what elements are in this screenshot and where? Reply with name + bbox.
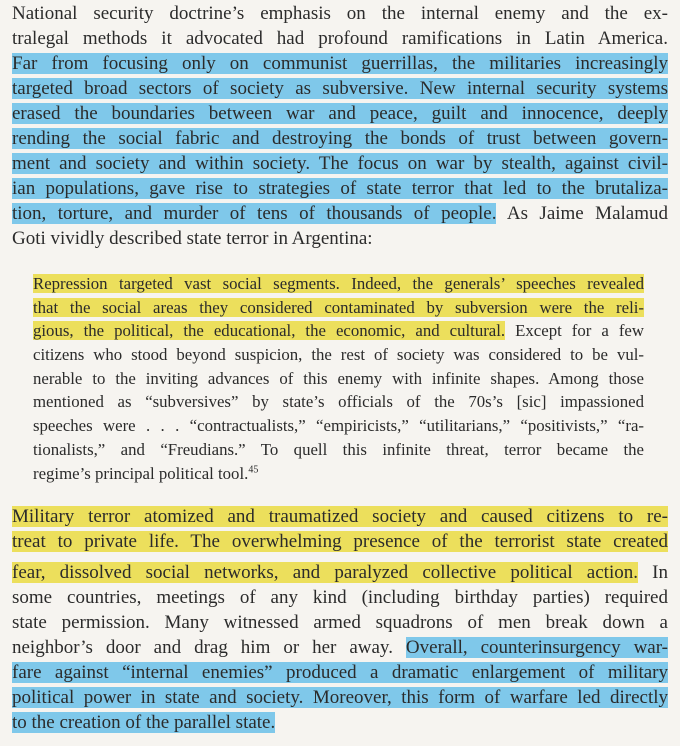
yellow-highlight: treat to private life. The overwhelming presence of the terrorist state created	[12, 531, 668, 552]
text-line	[12, 660, 668, 685]
text-line	[12, 610, 668, 635]
text-line	[33, 272, 644, 296]
text-line	[12, 635, 668, 660]
text-line	[12, 1, 668, 26]
text-line	[33, 438, 644, 462]
blue-highlight: ment and society and within society. The focus on war by stealth, against civil-	[12, 153, 668, 174]
text-line	[12, 560, 668, 585]
text-line	[12, 151, 668, 176]
blue-highlight: political power in state and society. Moreover, this form of warfare led directly	[12, 687, 668, 708]
blue-highlight: Far from focusing only on communist guerrillas, the militaries increasingly	[12, 53, 668, 74]
text-line	[12, 529, 668, 554]
yellow-highlight: fear, dissolved social networks, and paralyzed collective political action.	[12, 562, 638, 583]
text-line	[12, 26, 668, 51]
text-line	[12, 226, 668, 251]
text-line	[12, 51, 668, 76]
text-run: Except for a few	[505, 321, 644, 341]
paragraph-2	[12, 504, 668, 735]
blue-highlight: Overall, counterinsurgency war-	[405, 637, 668, 658]
text-line	[12, 201, 668, 226]
text-line	[12, 504, 668, 529]
blue-highlight: to the creation of the parallel state.	[12, 712, 276, 733]
yellow-highlight: Repression targeted vast social segments. Indeed, the generals’ speeches revealed	[33, 274, 644, 293]
text-run: neighbor’s door and drag him or her away.	[12, 637, 406, 658]
text-run: Goti vividly described state terror in Argentina:	[12, 228, 373, 249]
text-run: some countries, meetings of any kind (including birthday parties) required	[12, 587, 668, 608]
text-run: state permission. Many witnessed armed squadrons of men break down a	[12, 612, 668, 633]
text-run: regime’s principal political tool.	[33, 463, 249, 483]
blue-highlight: targeted broad sectors of society as subversive. New internal security systems	[12, 78, 668, 99]
text-line	[33, 462, 644, 486]
text-line	[12, 585, 668, 610]
blue-highlight: fare against “internal enemies” produced a dramatic enlargement of military	[12, 662, 668, 683]
footnote-marker: 45	[248, 463, 259, 475]
text-run: In	[637, 562, 668, 583]
paragraph-1	[12, 1, 668, 251]
blue-highlight: rending the social fabric and destroying the bonds of trust between govern-	[12, 128, 668, 149]
text-line	[12, 685, 668, 710]
text-run: mentioned as “subversives” by state’s officials of the 70s’s [sic] impassioned	[33, 392, 644, 412]
text-run: tionalists,” and “Freudians.” To quell this infinite threat, terror became the	[33, 439, 644, 459]
yellow-highlight: that the social areas they considered contaminated by subversion were the reli-	[33, 297, 644, 317]
blue-highlight: erased the boundaries between war and peace, guilt and innocence, deeply	[12, 103, 668, 124]
blue-highlight: tion, torture, and murder of tens of thousands of people.	[12, 203, 497, 224]
text-run: speeches were . . . “contractualists,” “empiricists,” “utilitarians,” “positivists,” “ra-	[33, 416, 644, 436]
text-run: tralegal methods it advocated had profound ramifications in Latin America.	[12, 28, 668, 49]
yellow-highlight: gious, the political, the educational, the economic, and cultural.	[33, 321, 506, 341]
blue-highlight: ian populations, gave rise to strategies of state terror that led to the brutaliza-	[12, 178, 668, 199]
text-line	[12, 710, 668, 735]
text-run: National security doctrine’s emphasis on the internal enemy and the ex-	[12, 3, 668, 24]
text-line	[12, 76, 668, 101]
text-run: As Jaime Malamud	[496, 203, 668, 224]
text-line	[33, 319, 644, 343]
text-line	[12, 101, 668, 126]
text-line	[12, 126, 668, 151]
text-line	[33, 343, 644, 367]
text-line	[33, 296, 644, 320]
text-line	[33, 390, 644, 414]
text-run: citizens who stood beyond suspicion, the rest of society was considered to be vul-	[33, 345, 644, 365]
yellow-highlight: Military terror atomized and traumatized society and caused citizens to re-	[12, 506, 668, 527]
text-line	[33, 367, 644, 391]
text-line	[33, 414, 644, 438]
text-line	[12, 176, 668, 201]
block-quote	[33, 272, 644, 485]
text-run: nerable to the inviting advances of this enemy with infinite shapes. Among those	[33, 368, 644, 388]
